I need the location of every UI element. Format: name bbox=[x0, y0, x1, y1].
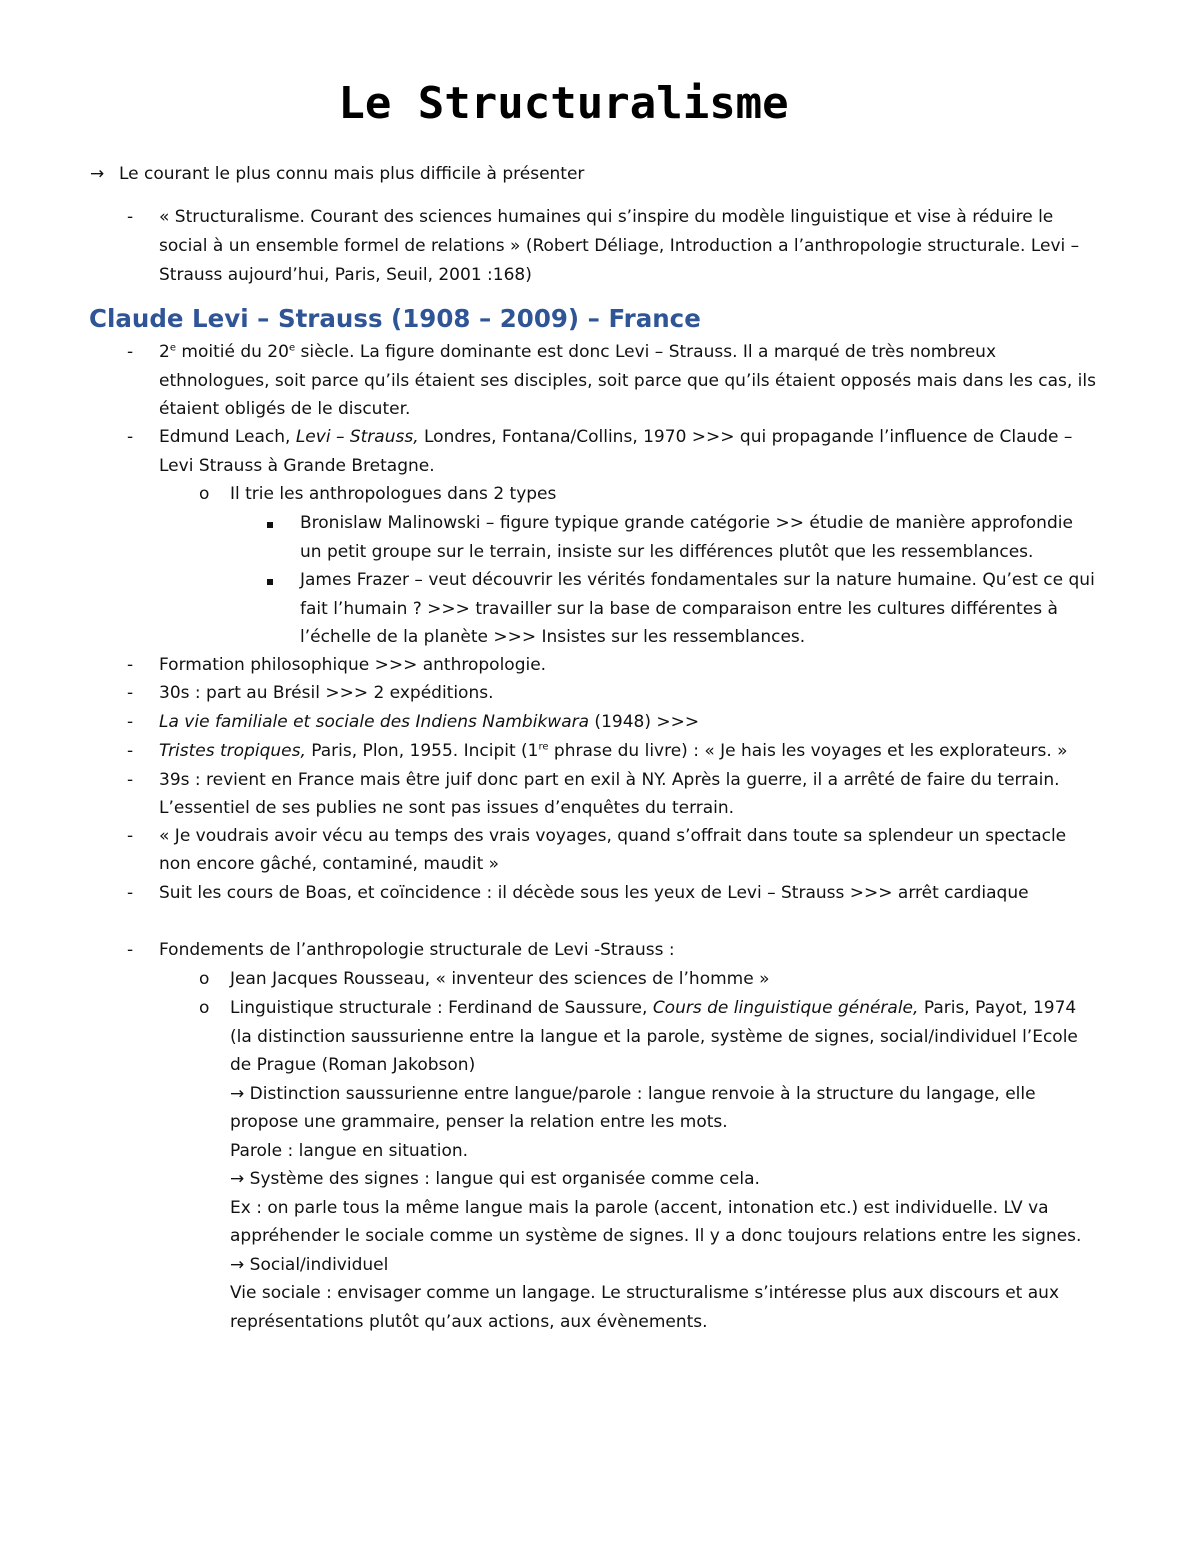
list-item-text: 2e moitié du 20e siècle. La figure dominante est donc Levi – Strauss. Il a marqué de très nombreux bbox=[159, 342, 997, 362]
dash-bullet: - bbox=[127, 826, 134, 846]
list-item-text: Edmund Leach, Levi – Strauss, Londres, Fontana/Collins, 1970 >>> qui propagande l’influence de Claude – bbox=[159, 427, 1073, 447]
list-item-text: Formation philosophique >>> anthropologie. bbox=[159, 655, 547, 675]
arrow-icon: → bbox=[230, 1084, 245, 1104]
arrow-icon: → bbox=[230, 1255, 245, 1275]
list-item-text: étaient obligés de le discuter. bbox=[159, 399, 411, 419]
sub-sub-item-text: Bronislaw Malinowski – figure typique grande catégorie >> étudie de manière approfondie bbox=[300, 513, 1073, 533]
sub-item-text: Jean Jacques Rousseau, « inventeur des sciences de l’homme » bbox=[230, 969, 770, 989]
dash-bullet: - bbox=[127, 712, 134, 732]
list-item-text: non encore gâché, contaminé, maudit » bbox=[159, 854, 500, 874]
intro-text: Le courant le plus connu mais plus difficile à présenter bbox=[119, 164, 585, 184]
list-item-text: La vie familiale et sociale des Indiens Nambikwara (1948) >>> bbox=[159, 712, 700, 732]
dash-bullet: - bbox=[127, 342, 134, 362]
list-item-text: 39s : revient en France mais être juif donc part en exil à NY. Après la guerre, il a arrêté de faire du terrain. bbox=[159, 770, 1060, 790]
list-item-text: Fondements de l’anthropologie structurale de Levi -Strauss : bbox=[159, 940, 675, 960]
arrow-icon: → bbox=[230, 1169, 245, 1189]
square-bullet bbox=[267, 566, 273, 595]
list-item-text: « Je voudrais avoir vécu au temps des vrais voyages, quand s’offrait dans toute sa splendeur un spectacle bbox=[159, 826, 1067, 846]
dash-bullet: - bbox=[127, 741, 134, 761]
sub-item-text: propose une grammaire, penser la relation entre les mots. bbox=[230, 1112, 728, 1132]
circle-bullet: o bbox=[199, 484, 210, 504]
quote-line: Strauss aujourd’hui, Paris, Seuil, 2001 :168) bbox=[159, 265, 532, 285]
sub-item-text: Linguistique structurale : Ferdinand de Saussure, Cours de linguistique générale, Paris, Payot, 1974 bbox=[230, 998, 1077, 1018]
sub-item-text: représentations plutôt qu’aux actions, aux évènements. bbox=[230, 1312, 708, 1332]
sub-item-text: appréhender le sociale comme un système de signes. Il y a donc toujours relations entre les signes. bbox=[230, 1226, 1082, 1246]
list-item-text: Suit les cours de Boas, et coïncidence : il décède sous les yeux de Levi – Strauss >>> arrêt cardiaque bbox=[159, 883, 1029, 903]
circle-bullet: o bbox=[199, 969, 210, 989]
dash-bullet: - bbox=[127, 770, 134, 790]
section-heading: Claude Levi – Strauss (1908 – 2009) – France bbox=[89, 304, 701, 333]
dash-bullet: - bbox=[127, 940, 134, 960]
sub-item-text: Ex : on parle tous la même langue mais la parole (accent, intonation etc.) est individuelle. LV va bbox=[230, 1198, 1049, 1218]
quote-line: social à un ensemble formel de relations » (Robert Déliage, Introduction a l’anthropologie structurale. Levi – bbox=[159, 236, 1080, 256]
sub-item-text: Vie sociale : envisager comme un langage. Le structuralisme s’intéresse plus aux discours et aux bbox=[230, 1283, 1060, 1303]
dash-bullet: - bbox=[127, 427, 134, 447]
page-title: Le Structuralisme bbox=[338, 78, 789, 129]
sub-item-text: → Social/individuel bbox=[230, 1255, 389, 1275]
sub-sub-item-text: James Frazer – veut découvrir les vérités fondamentales sur la nature humaine. Qu’est ce qui bbox=[300, 570, 1095, 590]
list-item-text: 30s : part au Brésil >>> 2 expéditions. bbox=[159, 683, 494, 703]
sub-sub-item-text: l’échelle de la planète >>> Insistes sur les ressemblances. bbox=[300, 627, 806, 647]
dash-bullet: - bbox=[127, 883, 134, 903]
dash-bullet: - bbox=[127, 207, 134, 227]
list-item-text: Levi Strauss à Grande Bretagne. bbox=[159, 456, 435, 476]
circle-bullet: o bbox=[199, 998, 210, 1018]
list-item-text: Tristes tropiques, Paris, Plon, 1955. Incipit (1re phrase du livre) : « Je hais les voyages et les explorateurs. » bbox=[159, 741, 1068, 761]
arrow-icon: → bbox=[90, 164, 105, 184]
sub-sub-item-text: un petit groupe sur le terrain, insiste sur les différences plutôt que les ressemblances. bbox=[300, 542, 1034, 562]
quote-line: « Structuralisme. Courant des sciences humaines qui s’inspire du modèle linguistique et vise à réduire le bbox=[159, 207, 1054, 227]
sub-sub-item-text: fait l’humain ? >>> travailler sur la base de comparaison entre les cultures différentes à bbox=[300, 599, 1058, 619]
sub-item-text: → Distinction saussurienne entre langue/parole : langue renvoie à la structure du langage, elle bbox=[230, 1084, 1036, 1104]
sub-item-text: → Système des signes : langue qui est organisée comme cela. bbox=[230, 1169, 760, 1189]
list-item-text: ethnologues, soit parce qu’ils étaient ses disciples, soit parce que qu’ils étaient opposés mais dans les cas, ils bbox=[159, 371, 1096, 391]
sub-item-text: Parole : langue en situation. bbox=[230, 1141, 469, 1161]
sub-item-text: de Prague (Roman Jakobson) bbox=[230, 1055, 476, 1075]
sub-item-text: (la distinction saussurienne entre la langue et la parole, système de signes, social/individuel l’Ecole bbox=[230, 1027, 1078, 1047]
list-item-text: L’essentiel de ses publies ne sont pas issues d’enquêtes du terrain. bbox=[159, 798, 735, 818]
square-bullet bbox=[267, 509, 273, 538]
sub-item-text: Il trie les anthropologues dans 2 types bbox=[230, 484, 557, 504]
dash-bullet: - bbox=[127, 655, 134, 675]
dash-bullet: - bbox=[127, 683, 134, 703]
